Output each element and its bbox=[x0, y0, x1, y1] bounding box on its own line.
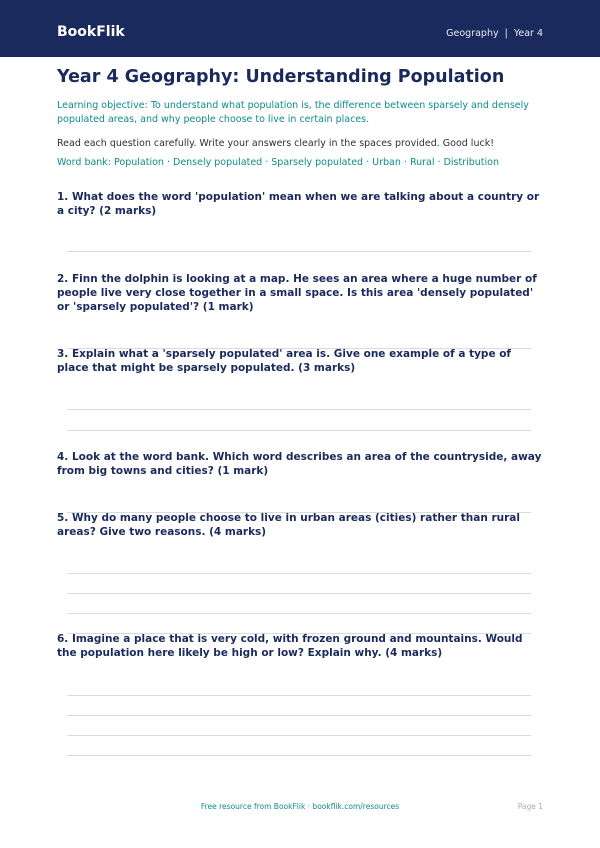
page-title: Year 4 Geography: Understanding Population bbox=[57, 67, 505, 87]
answer-line[interactable] bbox=[67, 593, 531, 594]
header-separator: | bbox=[504, 28, 508, 39]
footer-resource-link[interactable]: Free resource from BookFlik · bookflik.com/resources bbox=[200, 802, 400, 811]
brand-logo[interactable]: BookFlik bbox=[57, 24, 125, 40]
answer-line[interactable] bbox=[67, 251, 531, 252]
page-number: Page 1 bbox=[517, 802, 543, 811]
header-meta bbox=[446, 28, 543, 40]
question-2: 2. Finn the dolphin is looking at a map. He sees an area where a huge number of people live very close together in a small space. Is this area 'densely populated' or 'sparsely populated'? (1 mark) bbox=[57, 273, 537, 313]
question-1: 1. What does the word 'population' mean when we are talking about a country or a city? (2 marks) bbox=[57, 191, 540, 217]
answer-line[interactable] bbox=[67, 409, 531, 410]
question-4: 4. Look at the word bank. Which word describes an area of the countryside, away from big towns and cities? (1 mark) bbox=[57, 451, 542, 477]
question-5: 5. Why do many people choose to live in urban areas (cities) rather than rural areas? Give two reasons. (4 marks) bbox=[57, 512, 520, 538]
header-year: Year 4 bbox=[513, 28, 543, 39]
header-bar bbox=[0, 0, 600, 57]
word-bank: Word bank: Population · Densely populated · Sparsely populated · Urban · Rural · Distribution bbox=[57, 157, 499, 168]
answer-line[interactable] bbox=[67, 613, 531, 614]
answer-line[interactable] bbox=[67, 430, 531, 431]
instructions: Read each question carefully. Write your answers clearly in the spaces provided. Good luck! bbox=[57, 138, 495, 149]
learning-objective: Learning objective: To understand what population is, the difference between sparsely and densely populated areas, and why people choose to live in certain places. bbox=[57, 100, 529, 125]
answer-line[interactable] bbox=[67, 695, 531, 696]
answer-line[interactable] bbox=[67, 735, 531, 736]
question-3: 3. Explain what a 'sparsely populated' area is. Give one example of a type of place that might be sparsely populated. (3 marks) bbox=[57, 348, 512, 374]
answer-line[interactable] bbox=[67, 715, 531, 716]
answer-line[interactable] bbox=[67, 573, 531, 574]
question-6: 6. Imagine a place that is very cold, with frozen ground and mountains. Would the population here likely be high or low? Explain why. (4 marks) bbox=[57, 633, 523, 659]
answer-line[interactable] bbox=[67, 755, 531, 756]
header-subject: Geography bbox=[446, 28, 499, 39]
